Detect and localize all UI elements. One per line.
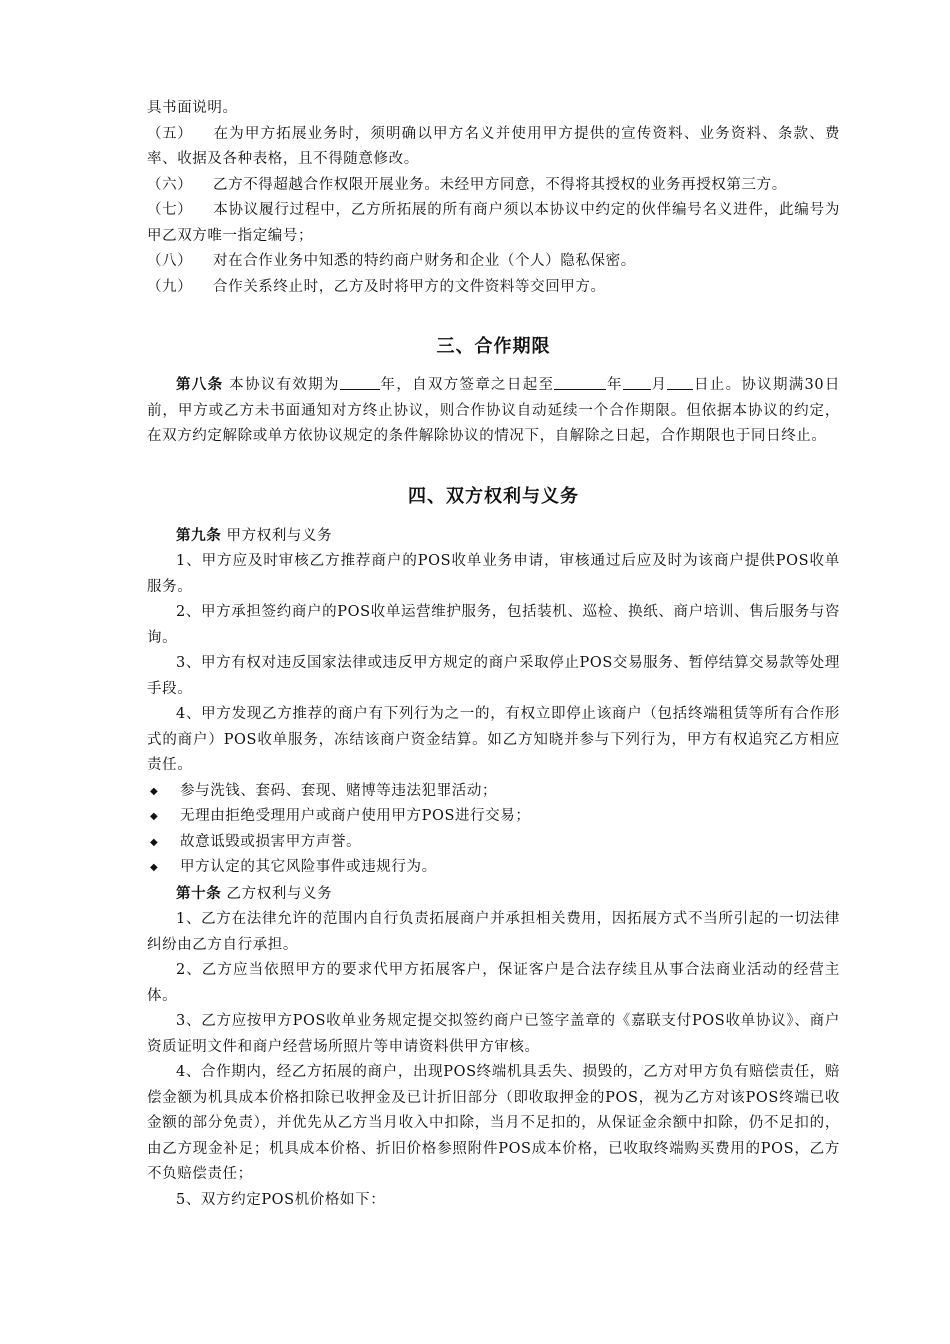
clause: 3、乙方应按甲方POS收单业务规定提交拟签约商户已签字盖章的《嘉联支付POS收单协议》、商户资质证明文件和商户经营场所照片等申请资料供甲方审核。 bbox=[147, 1013, 840, 1055]
article-text: 月 bbox=[650, 377, 668, 393]
item-text: 对在合作业务中知悉的特约商户财务和企业（个人）隐私保密。 bbox=[213, 253, 636, 269]
item-text: 乙方不得超越合作权限开展业务。未经甲方同意，不得将其授权的业务再授权第三方。 bbox=[213, 176, 787, 193]
item-number: （九） bbox=[147, 278, 193, 295]
bullet-text: 参与洗钱、套码、套现、赌博等违法犯罪活动； bbox=[180, 782, 498, 799]
article-text: 年 bbox=[606, 377, 623, 393]
list-item bbox=[147, 249, 840, 275]
item-text: 在为甲方拓展业务时，须明确以甲方名义并使用甲方提供的宣传资料、业务资料、条款、费率、收据及各种表格，且不得随意修改。 bbox=[147, 125, 840, 167]
item-number: （五） bbox=[147, 125, 193, 142]
item-number: （七） bbox=[147, 202, 193, 218]
blank-line bbox=[667, 374, 693, 390]
article-text: 本协议有效期为 bbox=[229, 377, 340, 393]
blank-line bbox=[623, 374, 651, 390]
bullet-item bbox=[147, 830, 840, 856]
list-item bbox=[147, 275, 840, 301]
section-heading-rights: 四、双方权利与义务 bbox=[408, 485, 579, 507]
clause: 3、甲方有权对违反国家法律或违反甲方规定的商户采取停止POS交易服务、暂停结算交易款等处理手段。 bbox=[147, 655, 840, 697]
clause: 1、乙方在法律允许的范围内自行负责拓展商户并承担相关费用，因拓展方式不当所引起的一切法律纠纷由乙方自行承担。 bbox=[147, 911, 840, 953]
article-label: 第八条 bbox=[176, 376, 224, 393]
item-number: （六） bbox=[147, 176, 193, 193]
bullet-item bbox=[147, 855, 840, 881]
item-text: 本协议履行过程中，乙方所拓展的所有商户须以本协议中约定的伙伴编号名义进件，此编号为甲乙双方唯一指定编号； bbox=[147, 202, 840, 244]
article-label: 第九条 bbox=[176, 526, 222, 544]
bullet-text: 甲方认定的其它风险事件或违规行为。 bbox=[180, 859, 437, 875]
article-text: 日止。协议期满30日前，甲方或乙方未书面通知对方终止协议，则合作协议自动延续一个合作期限。但依据本协议的约定，在双方约定解除或单方依协议规定的条件解除协议的情况下，自解除之日起，合作期限也于同日终止。 bbox=[147, 377, 840, 444]
list-item bbox=[147, 173, 840, 199]
article-label: 第十条 bbox=[176, 884, 222, 902]
article-title: 甲方权利与义务 bbox=[226, 527, 333, 544]
diamond-bullet-icon: ◆ bbox=[150, 836, 159, 848]
list-item bbox=[147, 122, 840, 173]
bullet-item bbox=[147, 804, 840, 830]
item-number: （八） bbox=[147, 253, 193, 269]
section-heading-term: 三、合作期限 bbox=[436, 336, 551, 357]
bullet-text: 故意诋毁或损害甲方声誉。 bbox=[180, 833, 362, 850]
bullet-text: 无理由拒绝受理用户或商户使用甲方POS进行交易； bbox=[180, 808, 531, 824]
article-10-heading bbox=[147, 881, 840, 908]
blank-line bbox=[340, 374, 380, 390]
article-text: 年，自双方签章之日起至 bbox=[379, 377, 555, 393]
diamond-bullet-icon: ◆ bbox=[150, 862, 159, 873]
article-8 bbox=[147, 372, 840, 450]
clause: 5、双方约定POS机价格如下： bbox=[176, 1191, 386, 1208]
blank-line bbox=[554, 374, 606, 390]
clause: 4、甲方发现乙方推荐的商户有下列行为之一的，有权立即停止该商户（包括终端租赁等所有合作形式的商户）POS收单服务，冻结该商户资金结算。如乙方知晓并参与下列行为，甲方有权追究乙方相应责任。 bbox=[147, 706, 840, 773]
clause: 1、甲方应及时审核乙方推荐商户的POS收单业务申请，审核通过后应及时为该商户提供POS收单服务。 bbox=[147, 553, 840, 595]
paragraph-continuation: 具书面说明。 bbox=[147, 100, 238, 116]
article-title: 乙方权利与义务 bbox=[226, 885, 333, 902]
clause: 2、甲方承担签约商户的POS收单运营维护服务，包括装机、巡检、换纸、商户培训、售后服务与咨询。 bbox=[147, 604, 840, 646]
document-page bbox=[147, 96, 840, 1213]
clause: 2、乙方应当依照甲方的要求代甲方拓展客户，保证客户是合法存续且从事合法商业活动的经营主体。 bbox=[147, 962, 840, 1004]
diamond-bullet-icon: ◆ bbox=[150, 811, 159, 822]
diamond-bullet-icon: ◆ bbox=[150, 785, 159, 797]
bullet-item bbox=[147, 779, 840, 805]
article-9-heading bbox=[147, 523, 840, 550]
clause: 4、合作期内，经乙方拓展的商户，出现POS终端机具丢失、损毁的，乙方对甲方负有赔偿责任，赔偿金额为机具成本价格扣除已收押金及已计折旧部分（即收取押金的POS，视为乙方对该POS终端已收金额的部分免责），并优先从乙方当月收入中扣除，当月不足扣的，从保证金余额中扣除，仍不足扣的，由乙方现金补足；机具成本价格、折旧价格参照附件POS成本价格，已收取终端购买费用的POS，乙方不负赔偿责任； bbox=[147, 1064, 840, 1182]
list-item bbox=[147, 198, 840, 249]
item-text: 合作关系终止时，乙方及时将甲方的文件资料等交回甲方。 bbox=[213, 278, 606, 295]
